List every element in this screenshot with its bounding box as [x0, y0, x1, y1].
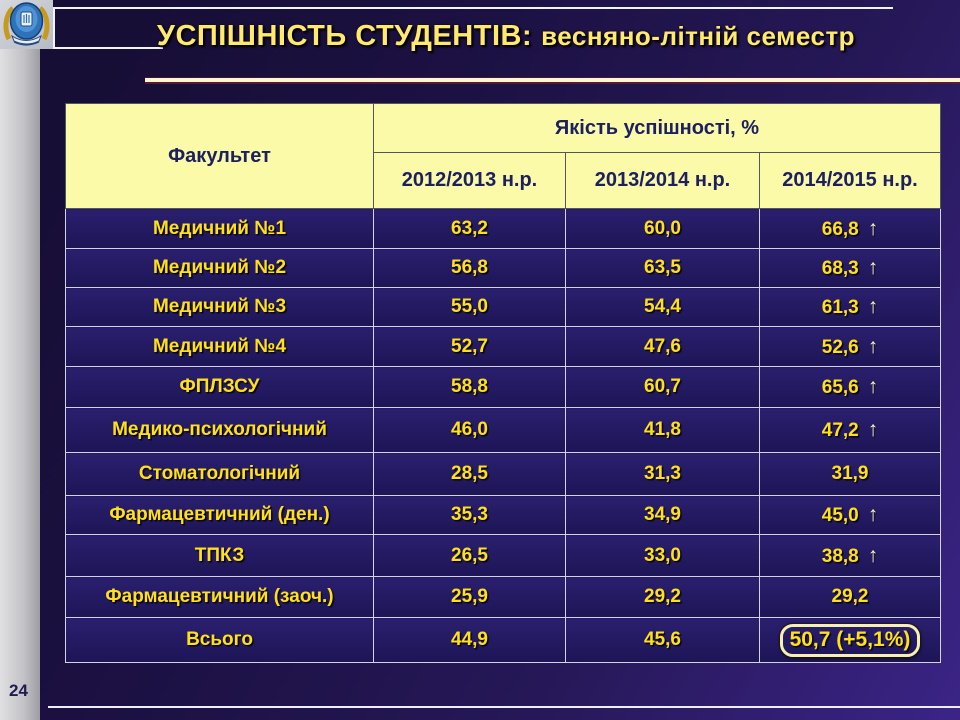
faculty-cell: Фармацевтичний (ден.) — [66, 496, 374, 535]
university-emblem-icon — [0, 0, 53, 49]
value-text: 47,2 — [821, 420, 859, 441]
table-row — [66, 577, 941, 618]
value-cell-2012: 44,9 — [374, 618, 566, 663]
value-cell-2012: 26,5 — [374, 535, 566, 577]
value-cell-2012: 55,0 — [374, 288, 566, 327]
left-strip — [0, 0, 40, 720]
value-cell-2014 — [760, 408, 941, 453]
highlight-box: 50,7 (+5,1%) — [780, 624, 921, 657]
results-table — [65, 103, 941, 663]
value-cell-2012: 28,5 — [374, 453, 566, 496]
faculty-cell: ФПЛЗСУ — [66, 367, 374, 408]
table-row — [66, 367, 941, 408]
value-cell-2013: 41,8 — [566, 408, 760, 453]
faculty-cell: Фармацевтичний (заоч.) — [66, 577, 374, 618]
value-cell-2014 — [760, 288, 941, 327]
value-cell-2013: 45,6 — [566, 618, 760, 663]
value-cell-2014 — [760, 496, 941, 535]
faculty-cell: Медичний №4 — [66, 327, 374, 367]
value-cell-2014: 31,9 — [760, 453, 941, 496]
up-arrow-icon: ↑ — [867, 334, 879, 358]
value-text: 65,6 — [821, 377, 859, 398]
value-cell-2014 — [760, 367, 941, 408]
page-title — [60, 20, 952, 53]
value-cell-2012: 25,9 — [374, 577, 566, 618]
value-text: 38,8 — [821, 545, 859, 567]
faculty-cell: Медичний №2 — [66, 249, 374, 288]
faculty-cell: Медико-психологічний — [66, 408, 374, 453]
value-text: 68,3 — [821, 258, 859, 279]
table-row — [66, 453, 941, 496]
value-cell-2012: 52,7 — [374, 327, 566, 367]
value-cell-2013: 47,6 — [566, 327, 760, 367]
faculty-cell: Медичний №1 — [66, 209, 374, 249]
value-cell-2012: 56,8 — [374, 249, 566, 288]
frame-line-vertical — [53, 7, 55, 49]
up-arrow-icon: ↑ — [867, 503, 879, 526]
value-text: 52,6 — [821, 336, 859, 358]
value-text: 61,3 — [821, 297, 859, 318]
up-arrow-icon: ↑ — [867, 295, 879, 318]
faculty-cell: ТПКЗ — [66, 535, 374, 577]
value-cell-2013: 60,7 — [566, 367, 760, 408]
value-cell-2012: 63,2 — [374, 209, 566, 249]
faculty-cell: Стоматологічний — [66, 453, 374, 496]
value-cell-2013: 29,2 — [566, 577, 760, 618]
value-cell-2014 — [760, 327, 941, 367]
footer-rule — [48, 706, 960, 708]
year-header-2013: 2013/2014 н.р. — [566, 153, 760, 209]
table-row — [66, 249, 941, 288]
value-cell-2013: 33,0 — [566, 535, 760, 577]
faculty-column-header: Факультет — [66, 104, 374, 209]
title-underline — [145, 78, 960, 82]
table-row — [66, 408, 941, 453]
up-arrow-icon: ↑ — [867, 256, 879, 279]
page-number: 24 — [9, 681, 28, 700]
quality-group-header: Якість успішності, % — [374, 104, 941, 153]
value-cell-2013: 34,9 — [566, 496, 760, 535]
value-cell-2012: 46,0 — [374, 408, 566, 453]
page-title-main: УСПІШНІСТЬ СТУДЕНТІВ: — [156, 20, 533, 52]
value-cell-2014 — [760, 249, 941, 288]
up-arrow-icon: ↑ — [867, 418, 879, 441]
up-arrow-icon: ↑ — [867, 216, 879, 240]
university-logo — [0, 0, 53, 49]
value-text: 45,0 — [821, 505, 859, 526]
page-title-sub: весняно-літній семестр — [541, 21, 856, 51]
value-cell-2014 — [760, 209, 941, 249]
value-cell-2013: 31,3 — [566, 453, 760, 496]
faculty-cell-total: Всього — [66, 618, 374, 663]
table-row — [66, 496, 941, 535]
table-row — [66, 209, 941, 249]
frame-line-top — [53, 7, 893, 9]
value-cell-2013: 54,4 — [566, 288, 760, 327]
value-cell-2012: 58,8 — [374, 367, 566, 408]
value-cell-2012: 35,3 — [374, 496, 566, 535]
value-cell-2014 — [760, 535, 941, 577]
up-arrow-icon: ↑ — [867, 543, 879, 567]
value-cell-2014: 29,2 — [760, 577, 941, 618]
table-row — [66, 288, 941, 327]
table-row — [66, 535, 941, 577]
up-arrow-icon: ↑ — [867, 375, 879, 398]
value-cell-2014 — [760, 618, 941, 663]
year-header-2012: 2012/2013 н.р. — [374, 153, 566, 209]
value-cell-2013: 63,5 — [566, 249, 760, 288]
year-header-2014: 2014/2015 н.р. — [760, 153, 941, 209]
table-row-total — [66, 618, 941, 663]
value-text: 66,8 — [821, 218, 859, 240]
faculty-cell: Медичний №3 — [66, 288, 374, 327]
table-row — [66, 327, 941, 367]
value-cell-2013: 60,0 — [566, 209, 760, 249]
